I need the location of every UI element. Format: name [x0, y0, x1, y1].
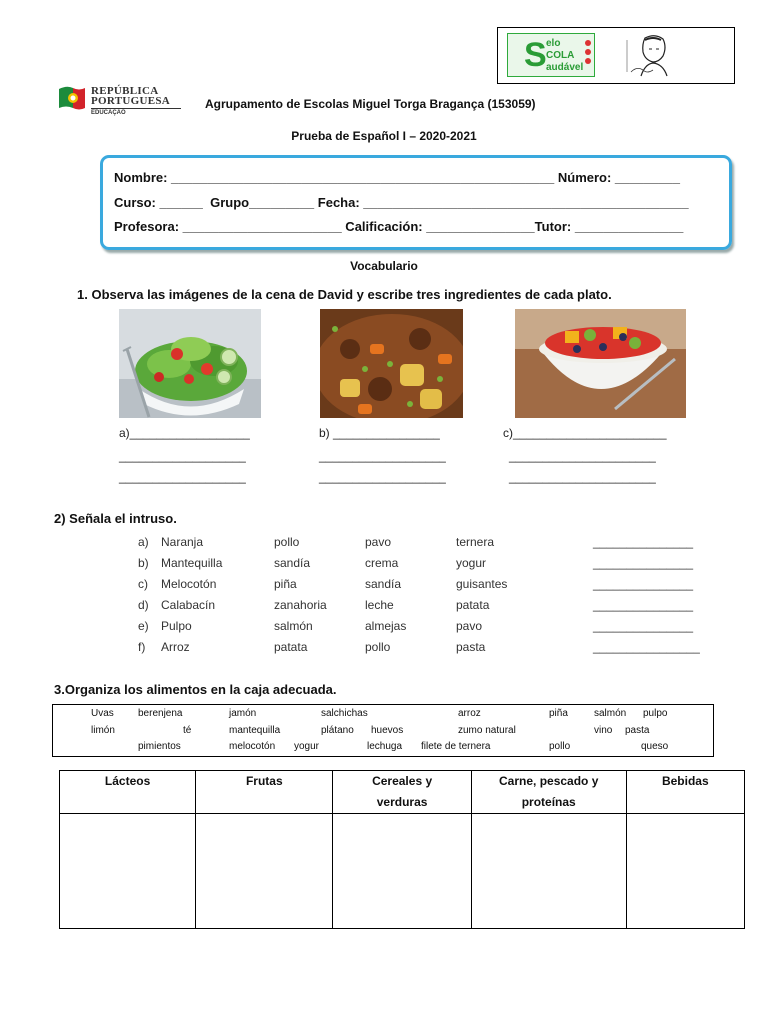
word-item: piña — [549, 708, 568, 719]
student-info-panel — [100, 155, 732, 250]
school-name: Agrupamento de Escolas Miguel Torga Bragança (153059) — [205, 97, 536, 111]
word-item: té — [183, 725, 192, 736]
word-bank-box — [52, 704, 714, 757]
col-lacteos: Lácteos — [60, 771, 196, 814]
word-item: berenjena — [138, 708, 183, 719]
col-carne-pescado: Carne, pescado y proteínas — [471, 771, 626, 814]
answer-b-line-2[interactable]: ___________________ — [319, 449, 446, 463]
cell-cereales-verduras[interactable] — [333, 814, 472, 929]
word-item: melocotón — [229, 741, 276, 752]
table-header-row — [60, 771, 745, 814]
answer-c-line-3[interactable]: ______________________ — [509, 470, 656, 484]
exam-title: Prueba de Español I – 2020-2021 — [291, 129, 477, 143]
col-bebidas: Bebidas — [626, 771, 744, 814]
col-cereales-verduras: Cereales y verduras — [333, 771, 472, 814]
word-item: pasta — [625, 725, 650, 736]
word-item: salchichas — [321, 708, 368, 719]
word-item: jamón — [229, 708, 257, 719]
intruso-answer-a[interactable]: _______________ — [593, 535, 694, 549]
word-item: zumo natural — [458, 725, 516, 736]
intruso-answer-e[interactable]: _______________ — [593, 619, 694, 633]
word-item: pollo — [549, 741, 571, 752]
col-frutas: Frutas — [196, 771, 333, 814]
cell-lacteos[interactable] — [60, 814, 196, 929]
word-item: pulpo — [643, 708, 668, 719]
answer-a-line-1[interactable]: a)__________________ — [119, 426, 250, 440]
word-item: salmón — [594, 708, 627, 719]
word-item: limón — [91, 725, 115, 736]
answer-a-line-2[interactable]: ___________________ — [119, 449, 246, 463]
word-item: plátano — [321, 725, 354, 736]
word-item: pimientos — [138, 741, 181, 752]
answer-b-line-1[interactable]: b) ________________ — [319, 426, 440, 440]
answer-c-line-2[interactable]: ______________________ — [509, 449, 656, 463]
selo-escola-saudavel-logo: S elo COLA audável — [507, 33, 595, 77]
word-item: mantequilla — [229, 725, 281, 736]
salad-photo — [119, 309, 261, 418]
question-1-title: 1. Observa las imágenes de la cena de David y escribe tres ingredientes de cada plato. — [77, 287, 612, 302]
answer-b-line-3[interactable]: ___________________ — [319, 470, 446, 484]
word-item: huevos — [371, 725, 404, 736]
cell-bebidas[interactable] — [626, 814, 744, 929]
cell-carne-pescado[interactable] — [471, 814, 626, 929]
portrait-sketch-icon — [623, 32, 673, 78]
food-categories-table — [59, 770, 745, 929]
stew-photo — [320, 309, 463, 418]
word-item: arroz — [458, 708, 481, 719]
curso-grupo-fecha-line[interactable]: Curso: ______ Grupo_________ Fecha: _____________________________________________ — [114, 195, 689, 210]
word-item: lechuga — [367, 741, 403, 752]
word-item: yogur — [294, 741, 320, 752]
word-item: queso — [641, 741, 669, 752]
republica-portuguesa-logo: REPÚBLICA PORTUGUESA EDUCAÇÃO — [57, 85, 187, 119]
logos-box — [497, 27, 735, 84]
table-row — [60, 814, 745, 929]
intruso-answer-f[interactable]: ________________ — [593, 640, 700, 654]
answer-a-line-3[interactable]: ___________________ — [119, 470, 246, 484]
nombre-numero-line[interactable]: Nombre: _____________________________________________________ Número: _________ — [114, 170, 680, 185]
selo-dots-icon — [585, 40, 591, 64]
word-item: filete de ternera — [421, 741, 491, 752]
question-2-title: 2) Señala el intruso. — [54, 511, 177, 526]
intruso-answer-b[interactable]: _______________ — [593, 556, 694, 570]
intruso-answer-c[interactable]: _______________ — [593, 577, 694, 591]
cell-frutas[interactable] — [196, 814, 333, 929]
fruit-salad-photo — [515, 309, 686, 418]
intruso-answer-d[interactable]: _______________ — [593, 598, 694, 612]
word-item: vino — [594, 725, 613, 736]
question-3-title: 3.Organiza los alimentos en la caja adecuada. — [54, 682, 337, 697]
profesora-calificacion-tutor-line[interactable]: Profesora: ______________________ Calificación: _______________Tutor: _______________ — [114, 219, 684, 234]
portugal-flag-icon — [57, 85, 87, 111]
section-title: Vocabulario — [350, 259, 418, 273]
word-item: Uvas — [91, 708, 114, 719]
answer-c-line-1[interactable]: c)_______________________ — [503, 426, 667, 440]
